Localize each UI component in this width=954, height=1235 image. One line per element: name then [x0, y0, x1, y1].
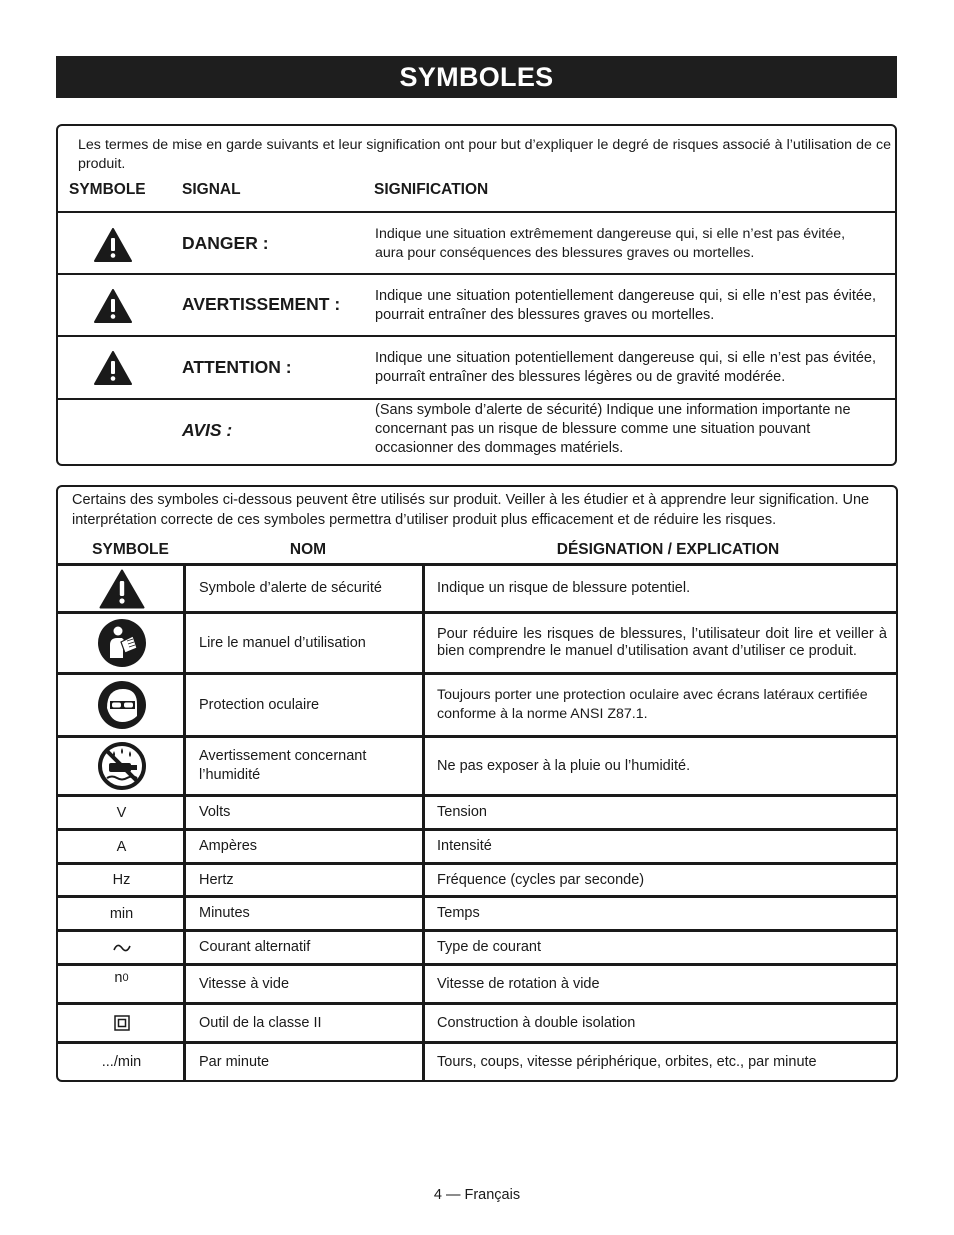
symbol-designation: Type de courant [437, 939, 541, 955]
read-manual-icon [97, 618, 147, 668]
symbol-name: Hertz [199, 871, 234, 888]
header-designation: DÉSIGNATION / EXPLICATION [556, 541, 780, 558]
column-divider [422, 563, 425, 1080]
signal-avertissement: AVERTISSEMENT : [182, 294, 341, 314]
symbol-name: Par minute [199, 1053, 270, 1070]
symbol-designation: Temps [437, 905, 480, 921]
symbol-subscript: 0 [122, 972, 129, 984]
designation-text: Pour réduire les risques de blessures, l’utilisateur doit lire et veiller à bien comprendre le manuel d’utilisation avant d’utiliser ce produit. [437, 626, 887, 659]
symbol-text: n [114, 970, 123, 986]
symbol-cell [58, 566, 185, 611]
warning-triangle-icon [94, 351, 132, 385]
class-ii-icon [114, 1015, 130, 1031]
symbol-cell [58, 675, 185, 735]
signal-row-attention [58, 335, 895, 399]
signal-row-avis [58, 398, 895, 466]
symbol-name: Outil de la classe II [199, 1014, 322, 1031]
wet-conditions-icon [97, 741, 147, 791]
symbol-cell [58, 614, 185, 672]
header-name: NOM [289, 541, 327, 558]
header-symbol: SYMBOLE [69, 181, 146, 198]
symbol-cell: .../min [101, 1054, 142, 1070]
safety-alert-icon [99, 569, 145, 609]
symbol-name: Avertissement concernant l’humidité [199, 748, 367, 783]
symbol-designation: Construction à double isolation [437, 1014, 636, 1031]
symbol-name: Protection oculaire [199, 696, 320, 713]
meaning-attention: Indique une situation potentiellement dangereuse qui, si elle n’est pas évitée, pourraît entraîner des blessures légères ou de gravité modérée. [375, 350, 876, 385]
header-signal: SIGNAL [182, 181, 241, 198]
symbol-cell: A [116, 838, 127, 855]
signal-words-intro: Les termes de mise en garde suivants et leur signification ont pour but d’expliquer le degré de risques associé à l’utilisation de ce produit. [78, 137, 891, 172]
symbol-cell: V [116, 804, 127, 821]
header-meaning: SIGNIFICATION [374, 181, 489, 198]
signal-attention: ATTENTION : [182, 357, 292, 377]
signal-danger: DANGER : [182, 233, 269, 253]
header-symbol: SYMBOLE [92, 541, 169, 558]
symbol-cell [58, 932, 185, 963]
symbol-designation: Indique un risque de blessure potentiel. [437, 580, 691, 596]
symbol-designation: Intensité [437, 838, 492, 854]
symbol-name: Minutes [199, 905, 250, 921]
symbols-intro: Certains des symboles ci-dessous peuvent être utilisés sur produit. Veiller à les étudier et à apprendre leur signification. Une interprétation correcte de ces symboles permettra d’utiliser produit plus efficacement et de réduire les risques. [72, 492, 870, 528]
alternating-current-icon [113, 942, 131, 954]
symbol-name: Ampères [199, 838, 258, 854]
signal-row-danger [58, 211, 895, 273]
signal-words-box [56, 124, 897, 466]
symbol-name: Volts [199, 804, 231, 820]
symbol-designation: Vitesse de rotation à vide [437, 975, 600, 992]
symbol-designation: Ne pas exposer à la pluie ou l’humidité. [437, 757, 691, 774]
signal-row-avertissement [58, 273, 895, 335]
eye-protection-icon [97, 680, 147, 730]
meaning-avertissement: Indique une situation potentiellement dangereuse qui, si elle n’est pas évitée, pourrait entraîner des blessures graves ou mortelles. [375, 288, 876, 323]
warning-triangle-icon [94, 228, 132, 262]
symbol-designation: Toujours porter une protection oculaire avec écrans latéraux certifiée conforme à la norme ANSI Z87.1. [437, 687, 868, 722]
symbol-cell [58, 966, 185, 1002]
symbol-cell: min [109, 905, 134, 922]
page-footer: 4 — Français [433, 1187, 521, 1203]
symbol-name: Vitesse à vide [199, 975, 290, 992]
page-title: SYMBOLES [56, 56, 897, 98]
symbol-designation: Fréquence (cycles par seconde) [437, 871, 645, 888]
signal-avis: AVIS : [182, 420, 233, 440]
meaning-danger: Indique une situation extrêmement dangereuse qui, si elle n’est pas évitée, aura pour conséquences des blessures graves ou mortelles. [375, 226, 846, 261]
symbol-designation: Tours, coups, vitesse périphérique, orbites, etc., par minute [437, 1053, 817, 1070]
symbol-name: Courant alternatif [199, 939, 311, 955]
symbol-name: Lire le manuel d’utilisation [199, 634, 366, 651]
meaning-avis: (Sans symbole d’alerte de sécurité) Indique une information importante ne concernant pas un risque de blessure comme une situation pouvant occasionner des dommages matériels. [375, 402, 851, 456]
symbol-designation: Tension [437, 804, 487, 820]
symbols-box [56, 485, 898, 1082]
symbol-designation [437, 614, 887, 672]
symbol-cell: Hz [112, 872, 131, 888]
symbol-cell [58, 738, 185, 794]
warning-triangle-icon [94, 289, 132, 323]
symbol-name: Symbole d’alerte de sécurité [199, 580, 382, 596]
symbol-cell [58, 1005, 185, 1041]
